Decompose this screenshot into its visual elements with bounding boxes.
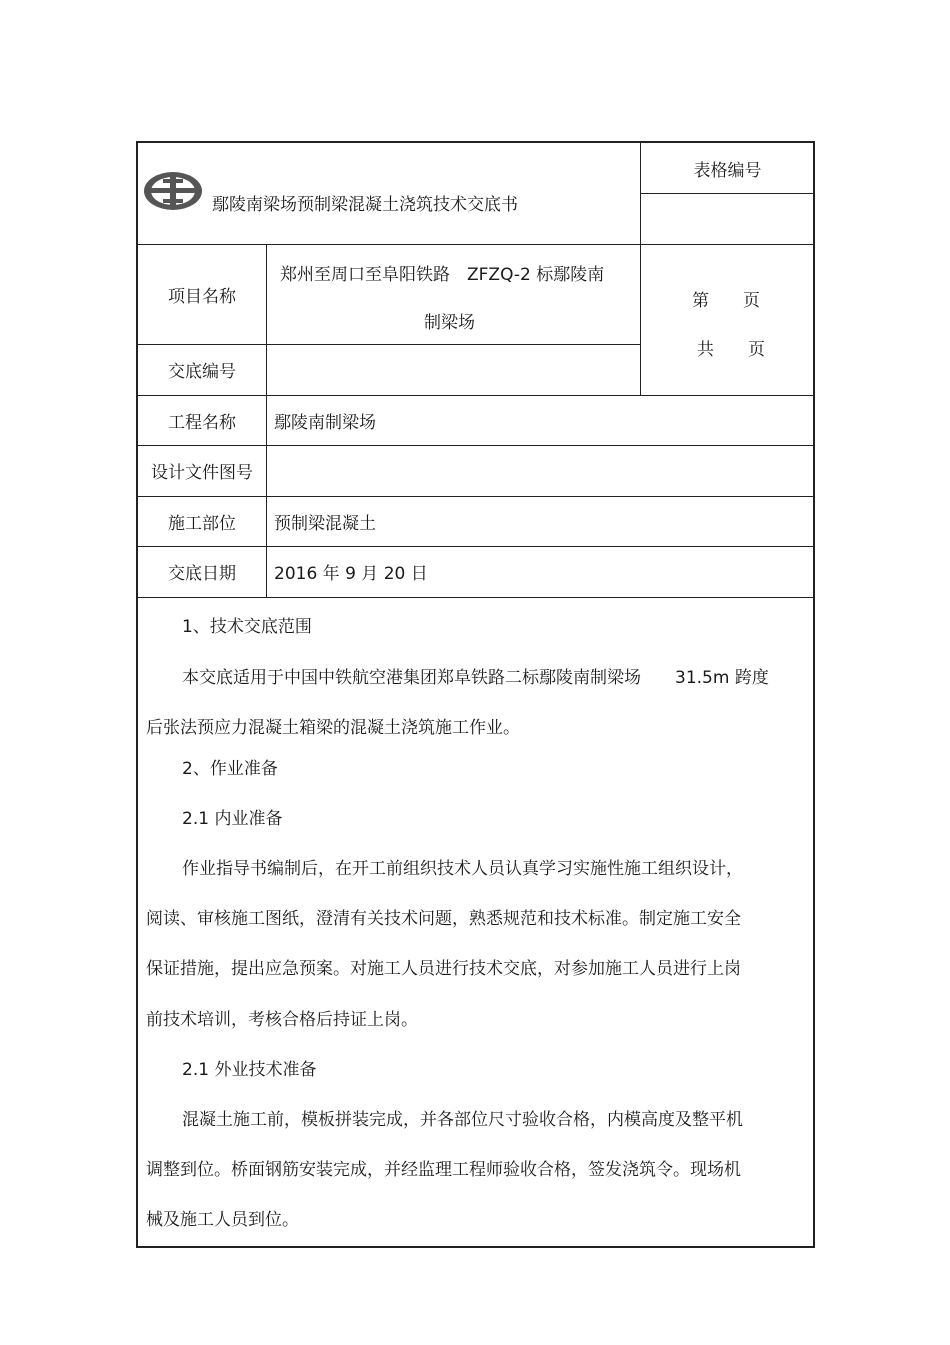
engineering-name-value: 鄢陵南制梁场 (274, 412, 376, 433)
paragraph-line: 本交底适用于中国中铁航空港集团郑阜铁路二标鄢陵南制梁场 31.5m 跨度 (182, 668, 769, 688)
disclosure-form (136, 141, 815, 1248)
disclosure-no-label: 交底编号 (168, 362, 236, 382)
page-title: 鄢陵南梁场预制梁混凝土浇筑技术交底书 (212, 195, 518, 215)
section-heading: 1、技术交底范围 (182, 617, 312, 637)
disclosure-no-value (266, 344, 640, 395)
form-no-value (640, 193, 815, 244)
design-doc-label: 设计文件图号 (151, 463, 253, 483)
construction-part-label: 施工部位 (168, 513, 236, 534)
disclosure-date-value: 2016 年 9 月 20 日 (274, 564, 428, 584)
section-heading: 2.1 外业技术准备 (182, 1060, 317, 1080)
paragraph-line: 械及施工人员到位。 (146, 1210, 299, 1230)
paragraph-line: 调整到位。桥面钢筋安装完成，并经监理工程师验收合格，签发浇筑令。现场机 (146, 1160, 741, 1180)
project-name-value: 郑州至周口至阜阳铁路 ZFZQ-2 标鄢陵南 制梁场 (280, 265, 605, 333)
paragraph-line: 保证措施，提出应急预案。对施工人员进行技术交底，对参加施工人员进行上岗 (146, 959, 741, 979)
engineering-name-label: 工程名称 (168, 412, 236, 433)
design-doc-value (266, 445, 815, 496)
paragraph-line: 作业指导书编制后，在开工前组织技术人员认真学习实施性施工组织设计， (182, 859, 743, 879)
construction-part-value: 预制梁混凝土 (274, 513, 376, 534)
section-heading: 2、作业准备 (182, 759, 278, 779)
section-heading: 2.1 内业准备 (182, 809, 283, 829)
company-logo-icon (143, 170, 203, 212)
paragraph-line: 后张法预应力混凝土箱梁的混凝土浇筑施工作业。 (146, 718, 520, 738)
body-content (138, 597, 815, 1248)
page-counter: 第 页 共 页 (692, 291, 765, 360)
paragraph-line: 前技术培训，考核合格后持证上岗。 (146, 1010, 418, 1030)
paragraph-line: 混凝土施工前，模板拼装完成，并各部位尺寸验收合格，内模高度及整平机 (182, 1110, 743, 1130)
paragraph-line: 阅读、审核施工图纸，澄清有关技术问题，熟悉规范和技术标准。制定施工安全 (146, 909, 741, 929)
disclosure-date-label: 交底日期 (168, 564, 236, 584)
form-no-label: 表格编号 (693, 160, 762, 181)
project-name-label: 项目名称 (168, 286, 236, 307)
header-title-cell (138, 143, 640, 244)
